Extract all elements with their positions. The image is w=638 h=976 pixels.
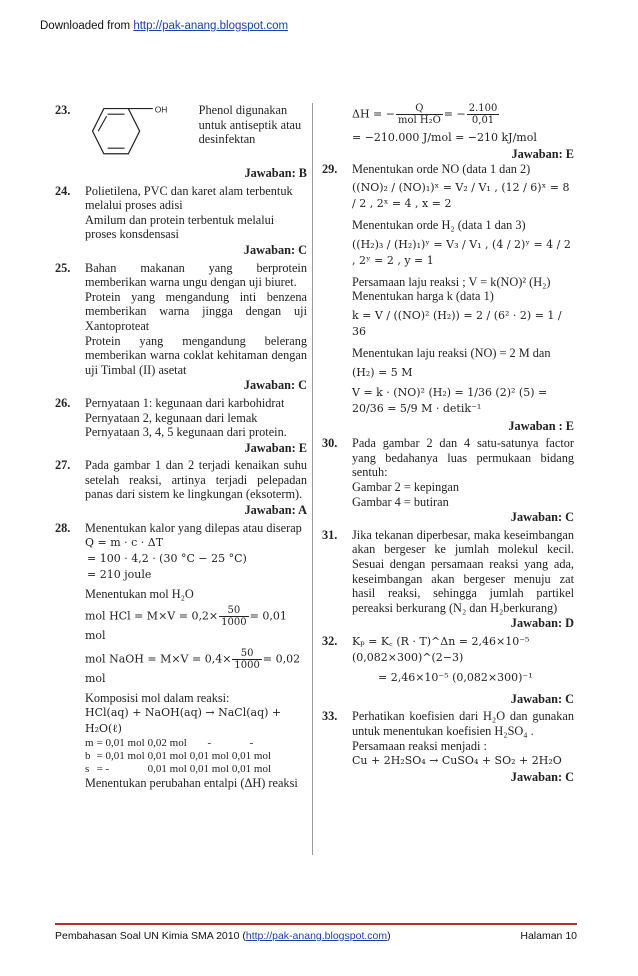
q28-end: Menentukan perubahan entalpi (ΔH) reaksi <box>85 776 298 791</box>
question-number: 25. <box>55 260 71 275</box>
answer-31: Jawaban: D <box>510 616 574 631</box>
q28-eq1: Q = m · c · ΔT <box>85 536 164 550</box>
question-25 <box>55 261 307 393</box>
answer-32: Jawaban: C <box>510 691 574 706</box>
q24-p1: Polietilena, PVC dan karet alam terbentuk melalui proses adisi <box>85 183 293 213</box>
hcl-prefix: mol HCl = M×V = 0,2× <box>85 609 219 623</box>
question-28 <box>55 521 307 791</box>
table-row <box>85 750 274 763</box>
answer-29: Jawaban : E <box>508 418 574 433</box>
hcl-result: = 0,01 mol <box>85 609 287 642</box>
dh-num2: 2.100 <box>468 103 498 114</box>
q28-continuation <box>322 103 574 162</box>
page-number: Halaman 10 <box>520 930 577 942</box>
question-31 <box>322 528 574 631</box>
hcl-num: 50 <box>219 605 248 617</box>
table-row <box>85 737 274 750</box>
q32-e1: Kₚ = K꜀ (R · T)^Δn = 2,46×10⁻⁵ (0,082×300)^(2−3) <box>352 634 530 664</box>
q33-text: Perhatikan koefisien dari H₂O dan gunakan untuk menentukan koefisien H₂SO₄ . <box>352 709 574 739</box>
mol-table <box>85 737 274 776</box>
q28-intro: Menentukan kalor yang dilepas atau diserap <box>85 520 302 535</box>
question-26 <box>55 396 307 455</box>
table-cell: = 0,01 mol <box>96 750 145 763</box>
q28-dh1 <box>352 103 574 126</box>
q28-eq3: = 210 joule <box>87 568 152 582</box>
table-cell: - <box>207 737 212 750</box>
q28-hcl <box>85 605 307 644</box>
left-column <box>55 103 307 794</box>
table-cell: 0,02 mol <box>147 737 187 750</box>
q29-t4: Menentukan harga k (data 1) <box>352 289 494 304</box>
question-33 <box>322 709 574 784</box>
q29-e4: V = k · (NO)² (H₂) = 1/36 (2)² (5) = 20/36 = 5/9 M · detik⁻¹ <box>352 385 548 415</box>
dh-fraction-2 <box>467 103 500 126</box>
answer-25: Jawaban: C <box>243 378 307 393</box>
question-number: 32. <box>322 633 338 648</box>
question-number: 23. <box>55 103 71 117</box>
q27-text: Pada gambar 1 dan 2 terjadi kenaikan suhu setelah reaksi, artinya terjadi pelepadan panas dari sistem ke lingkungan (eksoterm). <box>85 458 307 502</box>
question-number: 29. <box>322 161 338 176</box>
answer-33: Jawaban: C <box>510 770 574 785</box>
answer-23: Jawaban: B <box>244 166 307 180</box>
dh-den: mol H₂O <box>397 115 441 126</box>
q25-p1: Bahan makanan yang berprotein memberikan warna ungu dengan uji biuret. <box>85 260 307 290</box>
question-27 <box>55 458 307 517</box>
download-header-prefix: Downloaded from <box>40 20 134 32</box>
dh-fraction-1 <box>396 103 443 126</box>
dh-den2: 0,01 <box>471 115 495 126</box>
table-row <box>85 763 274 776</box>
column-divider <box>312 103 313 855</box>
question-number: 33. <box>322 709 338 724</box>
q28-eq2: = 100 · 4,2 · (30 °C − 25 °C) <box>87 552 247 566</box>
table-cell: = 0,01 mol <box>96 737 145 750</box>
table-cell: = - <box>96 763 110 776</box>
question-number: 24. <box>55 183 71 198</box>
table-cell: - <box>249 737 254 750</box>
q33-eq: Cu + 2H₂SO₄ → CuSO₄ + SO₂ + 2H₂O <box>352 754 562 768</box>
question-number: 30. <box>322 436 338 451</box>
footer-prefix: Pembahasan Soal UN Kimia SMA 2010 ( <box>55 930 246 942</box>
hcl-fraction <box>219 605 248 628</box>
q30-l2: Gambar 4 = butiran <box>352 494 449 509</box>
oh-label: OH <box>154 104 168 115</box>
q30-l1: Gambar 2 = kepingan <box>352 479 459 494</box>
right-column <box>322 103 574 788</box>
answer-26: Jawaban: E <box>244 440 307 455</box>
dh-prefix: ΔH = − <box>352 107 395 121</box>
download-header <box>40 20 288 32</box>
table-cell: 0,01 mol <box>189 750 229 763</box>
footer-divider <box>55 923 577 925</box>
q29-t5: Menentukan laju reaksi (NO) = 2 M dan <box>352 345 551 360</box>
q30-text: Pada gambar 2 dan 4 satu-satunya factor yang bedahanya luas permukaan bidang sentuh: <box>352 436 574 480</box>
naoh-fraction <box>232 648 261 671</box>
q31-text: Jika tekanan diperbesar, maka keseimbangan akan bergeser ke jumlah molekul kecil. Sesuai dengan persamaan reaksi yang ada, keseimbangan akan bergeser menuju zat hasil reaksi, sehingga jumlah partikel pereaksi berkurang (N₂ dan H₂berkurang) <box>352 527 574 615</box>
naoh-result: = 0,02 mol <box>85 652 301 685</box>
table-cell: 0,01 mol <box>231 763 272 776</box>
table-cell: m <box>85 737 94 750</box>
q29-e3: k = V / ((NO)² (H₂)) = 2 / (6² · 2) = 1 / 36 <box>352 308 562 338</box>
question-number: 31. <box>322 527 338 542</box>
q28-mol-title: Menentukan mol H₂O <box>85 587 194 602</box>
question-24 <box>55 184 307 258</box>
q25-p2: Protein yang mengandung inti benzena memberikan warna jingga dengan uji Xantoproteat <box>85 289 307 333</box>
naoh-prefix: mol NaOH = M×V = 0,4× <box>85 652 232 666</box>
footer-suffix: ) <box>387 930 391 942</box>
q28-komp: Komposisi mol dalam reaksi: <box>85 690 230 705</box>
q29-t1: Menentukan orde NO (data 1 dan 2) <box>352 161 531 176</box>
table-cell: 0,01 mol <box>147 750 187 763</box>
naoh-num: 50 <box>232 648 261 660</box>
q26-l2: Pernyataan 2, kegunaan dari lemak <box>85 410 258 425</box>
question-29 <box>322 162 574 434</box>
table-cell: 0,01 mol <box>147 763 187 776</box>
question-number: 27. <box>55 458 71 473</box>
phenol-structure-icon <box>85 103 189 165</box>
table-cell: b <box>85 750 91 763</box>
q28-naoh <box>85 648 307 687</box>
naoh-den: 1000 <box>234 659 260 671</box>
phenol-text: Phenol digunakan untuk antiseptik atau desinfektan <box>198 103 302 147</box>
q29-e2: ((H₂)₃ / (H₂)₁)ʸ = V₃ / V₁ , (4 / 2)ʸ = 4 / 2 , 2ʸ = 2 , y = 1 <box>352 237 571 267</box>
dh-num: Q <box>396 103 443 115</box>
footer-link[interactable]: http://pak-anang.blogspot.com <box>245 930 388 942</box>
header-link[interactable]: http://pak-anang.blogspot.com <box>133 20 289 32</box>
q29-e1: ((NO)₂ / (NO)₁)ˣ = V₂ / V₁ , (12 / 6)ˣ = 8 / 2 , 2ˣ = 4 , x = 2 <box>352 181 570 211</box>
question-32 <box>322 634 574 707</box>
table-cell: 0,01 mol <box>189 763 229 776</box>
table-cell: 0,01 mol <box>231 750 272 763</box>
footer-title <box>55 930 391 942</box>
q29-t3: Persamaan laju reaksi ; V = k(NO)² (H₂) <box>352 274 551 289</box>
table-cell: s <box>85 763 90 776</box>
q26-l3: Pernyataan 3, 4, 5 kegunaan dari protein. <box>85 425 287 440</box>
q25-p3: Protein yang mengandung belerang memberikan warna coklat kehitaman dengan uji Timbal (II) asetat <box>85 333 307 377</box>
answer-24: Jawaban: C <box>243 242 307 257</box>
q33-t2: Persamaan reaksi menjadi : <box>352 738 487 753</box>
hcl-den: 1000 <box>221 616 247 628</box>
answer-30: Jawaban: C <box>510 510 574 525</box>
q28-dh2: = −210.000 J/mol = −210 kJ/mol <box>352 131 537 144</box>
question-30 <box>322 436 574 525</box>
question-number: 28. <box>55 520 71 535</box>
answer-28: Jawaban: E <box>511 147 574 161</box>
dh-mid: = − <box>443 107 466 121</box>
answer-27: Jawaban: A <box>244 503 307 518</box>
q24-p2: Amilum dan protein terbentuk melalui proses konsdensasi <box>85 212 275 242</box>
question-23 <box>55 103 307 181</box>
q26-l1: Pernyataan 1: kegunaan dari karbohidrat <box>85 395 285 410</box>
q29-t6: (H₂) = 5 M <box>352 365 413 379</box>
q32-e2: = 2,46×10⁻⁵ (0,082×300)⁻¹ <box>378 670 533 684</box>
q28-reaction: HCl(aq) + NaOH(aq) → NaCl(aq) + H₂O(ℓ) <box>85 706 282 736</box>
q29-t2: Menentukan orde H₂ (data 1 dan 3) <box>352 218 526 233</box>
question-number: 26. <box>55 395 71 410</box>
